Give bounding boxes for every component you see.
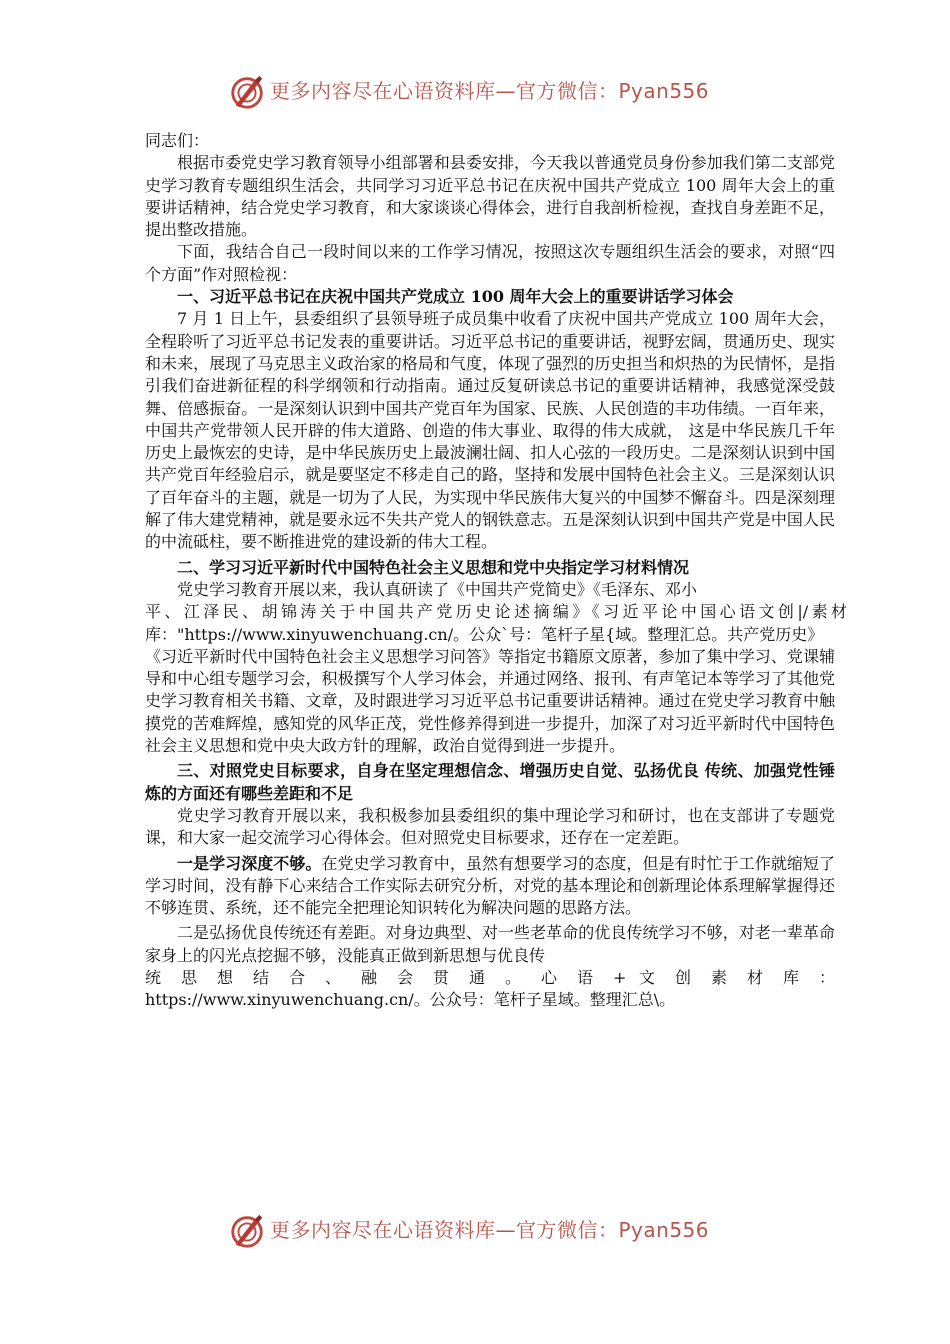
header-banner: [0, 72, 950, 112]
point-1-label: 一是学习深度不够。: [177, 853, 322, 873]
point-2-line-3: https://www.xinyuwenchuang.cn/。公众号：笔杆子星域。整理汇总\。: [145, 990, 676, 1010]
intro-paragraph-2: 下面，我结合自己一段时间以来的工作学习情况，按照这次专题组织生活会的要求，对照“四个方面”作对照检视：: [145, 242, 835, 284]
intro-paragraph-1: 根据市委党史学习教育领导小组部署和县委安排，今天我以普通党员身份参加我们第二支部党史学习教育专题组织生活会，共同学习习近平总书记在庆祝中国共产党成立 100 周年大会上的重要讲话精神，结合党史学习教育，和大家谈谈心得体会，进行自我剖析检视，查找自身差距不足，提出整改措施。: [145, 153, 835, 240]
section-2-heading: 二、学习习近平新时代中国特色社会主义思想和党中央指定学习材料情况: [177, 557, 690, 577]
pen-logo-icon: [228, 1212, 266, 1250]
section-2-body: 《习近平新时代中国特色社会主义思想学习问答》等指定书籍原文原著，参加了集中学习、党课辅导和中心组专题学习会，积极撰写个人学习体会，并通过网络、报刊、有声笔记本等学习了其他党史学习教育相关书籍、文章，及时跟进学习习近平总书记重要讲话精神。通过在党史学习教育中触摸党的苦难辉煌，感知党的风华正茂，党性修养得到进一步提升，加深了对习近平新时代中国特色社会主义思想和党中央大政方针的理解，政治自觉得到进一步提升。: [145, 646, 835, 756]
pen-logo-icon: [228, 73, 266, 111]
banner-text: 更多内容尽在心语资料库—官方微信：Pyan556: [270, 79, 710, 103]
footer-banner: [0, 1211, 950, 1251]
salutation: 同志们：: [145, 131, 210, 150]
banner-text: 更多内容尽在心语资料库—官方微信：Pyan556: [270, 1218, 710, 1242]
section-3-heading: 三、对照党史目标要求，自身在坚定理想信念、增强历史自觉、弘扬优良 传统、加强党性锤炼的方面还有哪些差距和不足: [145, 761, 835, 803]
section-1-heading: 一、习近平总书记在庆祝中国共产党成立 100 周年大会上的重要讲话学习体会: [177, 287, 734, 307]
point-1-paragraph: [145, 853, 835, 920]
point-2-line-1: 二是弘扬优良传统还有差距。对身边典型、对一些老革命的优良传统学习不够，对老一辈革命家身上的闪光点挖掘不够，没能真正做到新思想与优良传: [145, 923, 835, 965]
section-1-body: 7 月 1 日上午，县委组织了县领导班子成员集中收看了庆祝中国共产党成立 100 周年大会，全程聆听了习近平总书记发表的重要讲话。习近平总书记的重要讲话，视野宏阔，贯通历史、现实和未来，展现了马克思主义政治家的格局和气度，体现了强烈的历史担当和炽热的为民情怀，是指引我们奋进新征程的科学纲领和行动指南。通过反复研读总书记的重要讲话精神，我感觉深受鼓舞、倍感振奋。一是深刻认识到中国共产党百年为国家、民族、人民创造的丰功伟绩。一百年来，中国共产党带领人民开辟的伟大道路、创造的伟大事业、取得的伟大成就， 这是中华民族几千年历史上最恢宏的史诗，是中华民族历史上最波澜壮阔、扣人心弦的一段历史。二是深刻认识到中国共产党百年经验启示，就是要坚定不移走自己的路，坚持和发展中国特色社会主义。三是深刻认识了百年奋斗的主题，就是一切为了人民，为实现中华民族伟大复兴的中国梦不懈奋斗。四是深刻理解了伟大建党精神，就是要永远不失共产党人的钢铁意志。五是深刻认识到中国共产党是中国人民的中流砥柱，要不断推进党的建设新的伟大工程。: [145, 309, 835, 552]
point-2-line-2: 统 思 想 结 合 、 融 会 贯 通 。 心 语 + 文 创 素 材 库 ：: [145, 967, 835, 987]
section-2-line-2: 平、江泽民、胡锦涛关于中国共产党历史论述摘编》《习近平论中国心语文创|/素材库："https://www.xinyuwenchuang.cn/。公众`号：笔杆子星{域。整理汇总。共产党历史》: [145, 602, 847, 644]
point-1-text: 在党史学习教育中，虽然有想要学习的态度，但是有时忙于工作就缩短了学习时间，没有静下心来结合工作实际去研究分析，对党的基本理论和创新理论体系理解掌握得还不够连贯、系统，还不能完全把理论知识转化为解决问题的思路方法。: [145, 853, 835, 918]
document-body: [145, 130, 847, 1012]
section-3-intro: 党史学习教育开展以来，我积极参加县委组织的集中理论学习和研讨，也在支部讲了专题党课，和大家一起交流学习心得体会。但对照党史目标要求，还存在一定差距。: [145, 805, 835, 848]
section-2-line-1: 党史学习教育开展以来，我认真研读了《中国共产党简史》《毛泽东、邓小: [177, 579, 698, 599]
